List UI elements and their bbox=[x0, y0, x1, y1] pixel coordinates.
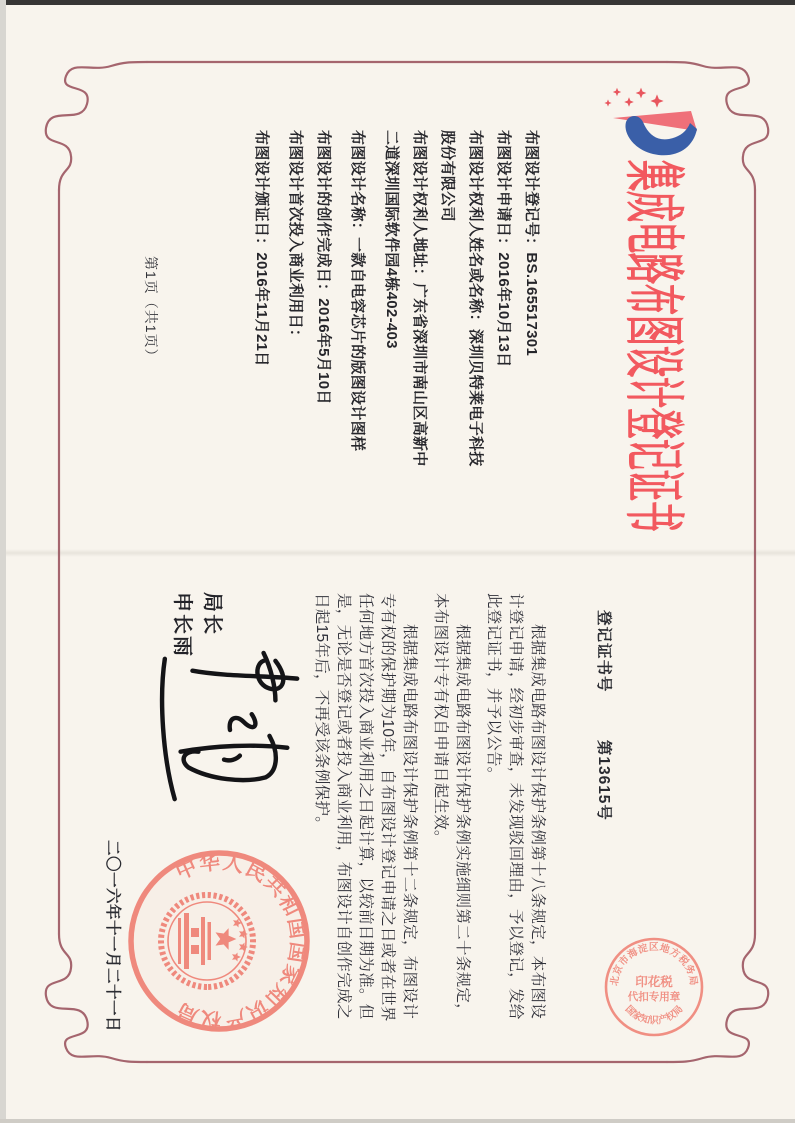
field-line: 布图设计颁证日：2016年11月21日 bbox=[253, 130, 270, 367]
signer-title: 局长 bbox=[201, 592, 223, 636]
field-line: 布图设计权利人姓名或名称：深圳贝特莱电子科技 bbox=[467, 130, 484, 467]
page-number: 第1页（共1页） bbox=[143, 256, 159, 364]
scan-edge-bottom bbox=[0, 1119, 795, 1123]
paragraph-line: 此登记证书，并予以公告。 bbox=[485, 593, 502, 783]
body-paragraph bbox=[310, 593, 420, 1022]
field-group bbox=[281, 130, 337, 467]
certificate-title: 集成电路布图设计登记证书 bbox=[620, 160, 689, 532]
stamp-ring-bottom-text: 国家知识产权局 bbox=[622, 1003, 686, 1027]
body-paragraph bbox=[482, 593, 548, 1022]
paragraph-line: 任何地方首次投入商业利用之日起计算，以较前日期为准。但 bbox=[357, 593, 374, 1020]
field-line: 股份有限公司 bbox=[439, 130, 456, 222]
seal-ring-text: 中华人民共和国国家知识产权局 bbox=[172, 850, 310, 1032]
certificate-number-label: 登记证书号 bbox=[595, 610, 612, 693]
body-paragraph bbox=[429, 593, 473, 1022]
ic-layout-design-logo-icon bbox=[595, 85, 705, 165]
stamp-ring-top-text: 北京市海淀区地方税务局 bbox=[609, 942, 699, 987]
field-group bbox=[343, 130, 371, 467]
director-handwritten-signature bbox=[151, 648, 309, 808]
field-line: 布图设计名称：一款自电容芯片的版图设计图样 bbox=[349, 130, 366, 452]
paragraph-line: 根据集成电路布图设计保护条例实施细则第二十条规定， bbox=[454, 624, 471, 1020]
stamp-center-line2: 代扣专用章 bbox=[627, 991, 681, 1003]
field-group bbox=[247, 130, 275, 467]
certificate-number-value: 第13615号 bbox=[595, 739, 612, 821]
registration-fields bbox=[247, 130, 545, 467]
stamp-duty-seal bbox=[602, 935, 706, 1039]
legal-paragraphs bbox=[301, 593, 548, 1022]
paragraph-line: 根据集成电路布图设计保护条例第十二条规定，布图设计 bbox=[401, 624, 418, 1020]
paragraph-line: 根据集成电路布图设计保护条例第十八条规定，本布图设 bbox=[529, 624, 546, 1020]
paragraph-line: 专有权的保护期为10年，自布图设计登记申请之日或者在世界 bbox=[379, 593, 396, 1022]
stamp-center-line1: 印花税 bbox=[635, 975, 673, 989]
fold-crease bbox=[0, 549, 795, 557]
scan-edge-left bbox=[0, 0, 6, 1123]
official-seal bbox=[124, 846, 314, 1036]
paragraph-line: 是，无论是否登记或者投入商业利用，布图设计自创作完成之 bbox=[335, 593, 352, 1020]
scan-edge-top bbox=[0, 0, 795, 5]
issue-date: 二〇一六年十一月二十一日 bbox=[104, 840, 121, 1033]
field-line: 布图设计的创作完成日：2016年5月10日 bbox=[315, 130, 332, 405]
field-line: 布图设计登记号：BS.165517301 bbox=[523, 130, 540, 357]
field-line: 布图设计首次投入商业利用日： bbox=[287, 130, 304, 345]
field-line: 布图设计申请日：2016年10月13日 bbox=[495, 130, 512, 368]
field-line: 二道深圳国际软件园4栋402-403 bbox=[383, 130, 400, 349]
field-line: 布图设计权利人地址：广东省深圳市南山区高新中 bbox=[411, 130, 428, 467]
paragraph-line: 本布图设计专有权自申请日起生效。 bbox=[432, 593, 449, 846]
field-group bbox=[377, 130, 545, 467]
paragraph-line: 计登记申请，经初步审查，未发现驳回理由，予以登记，发给 bbox=[507, 593, 524, 1020]
signer-name: 申长雨 bbox=[171, 592, 193, 658]
certificate-number-line bbox=[594, 610, 616, 821]
paragraph-line: 日起15年后，不再受该条例保护。 bbox=[313, 593, 330, 833]
